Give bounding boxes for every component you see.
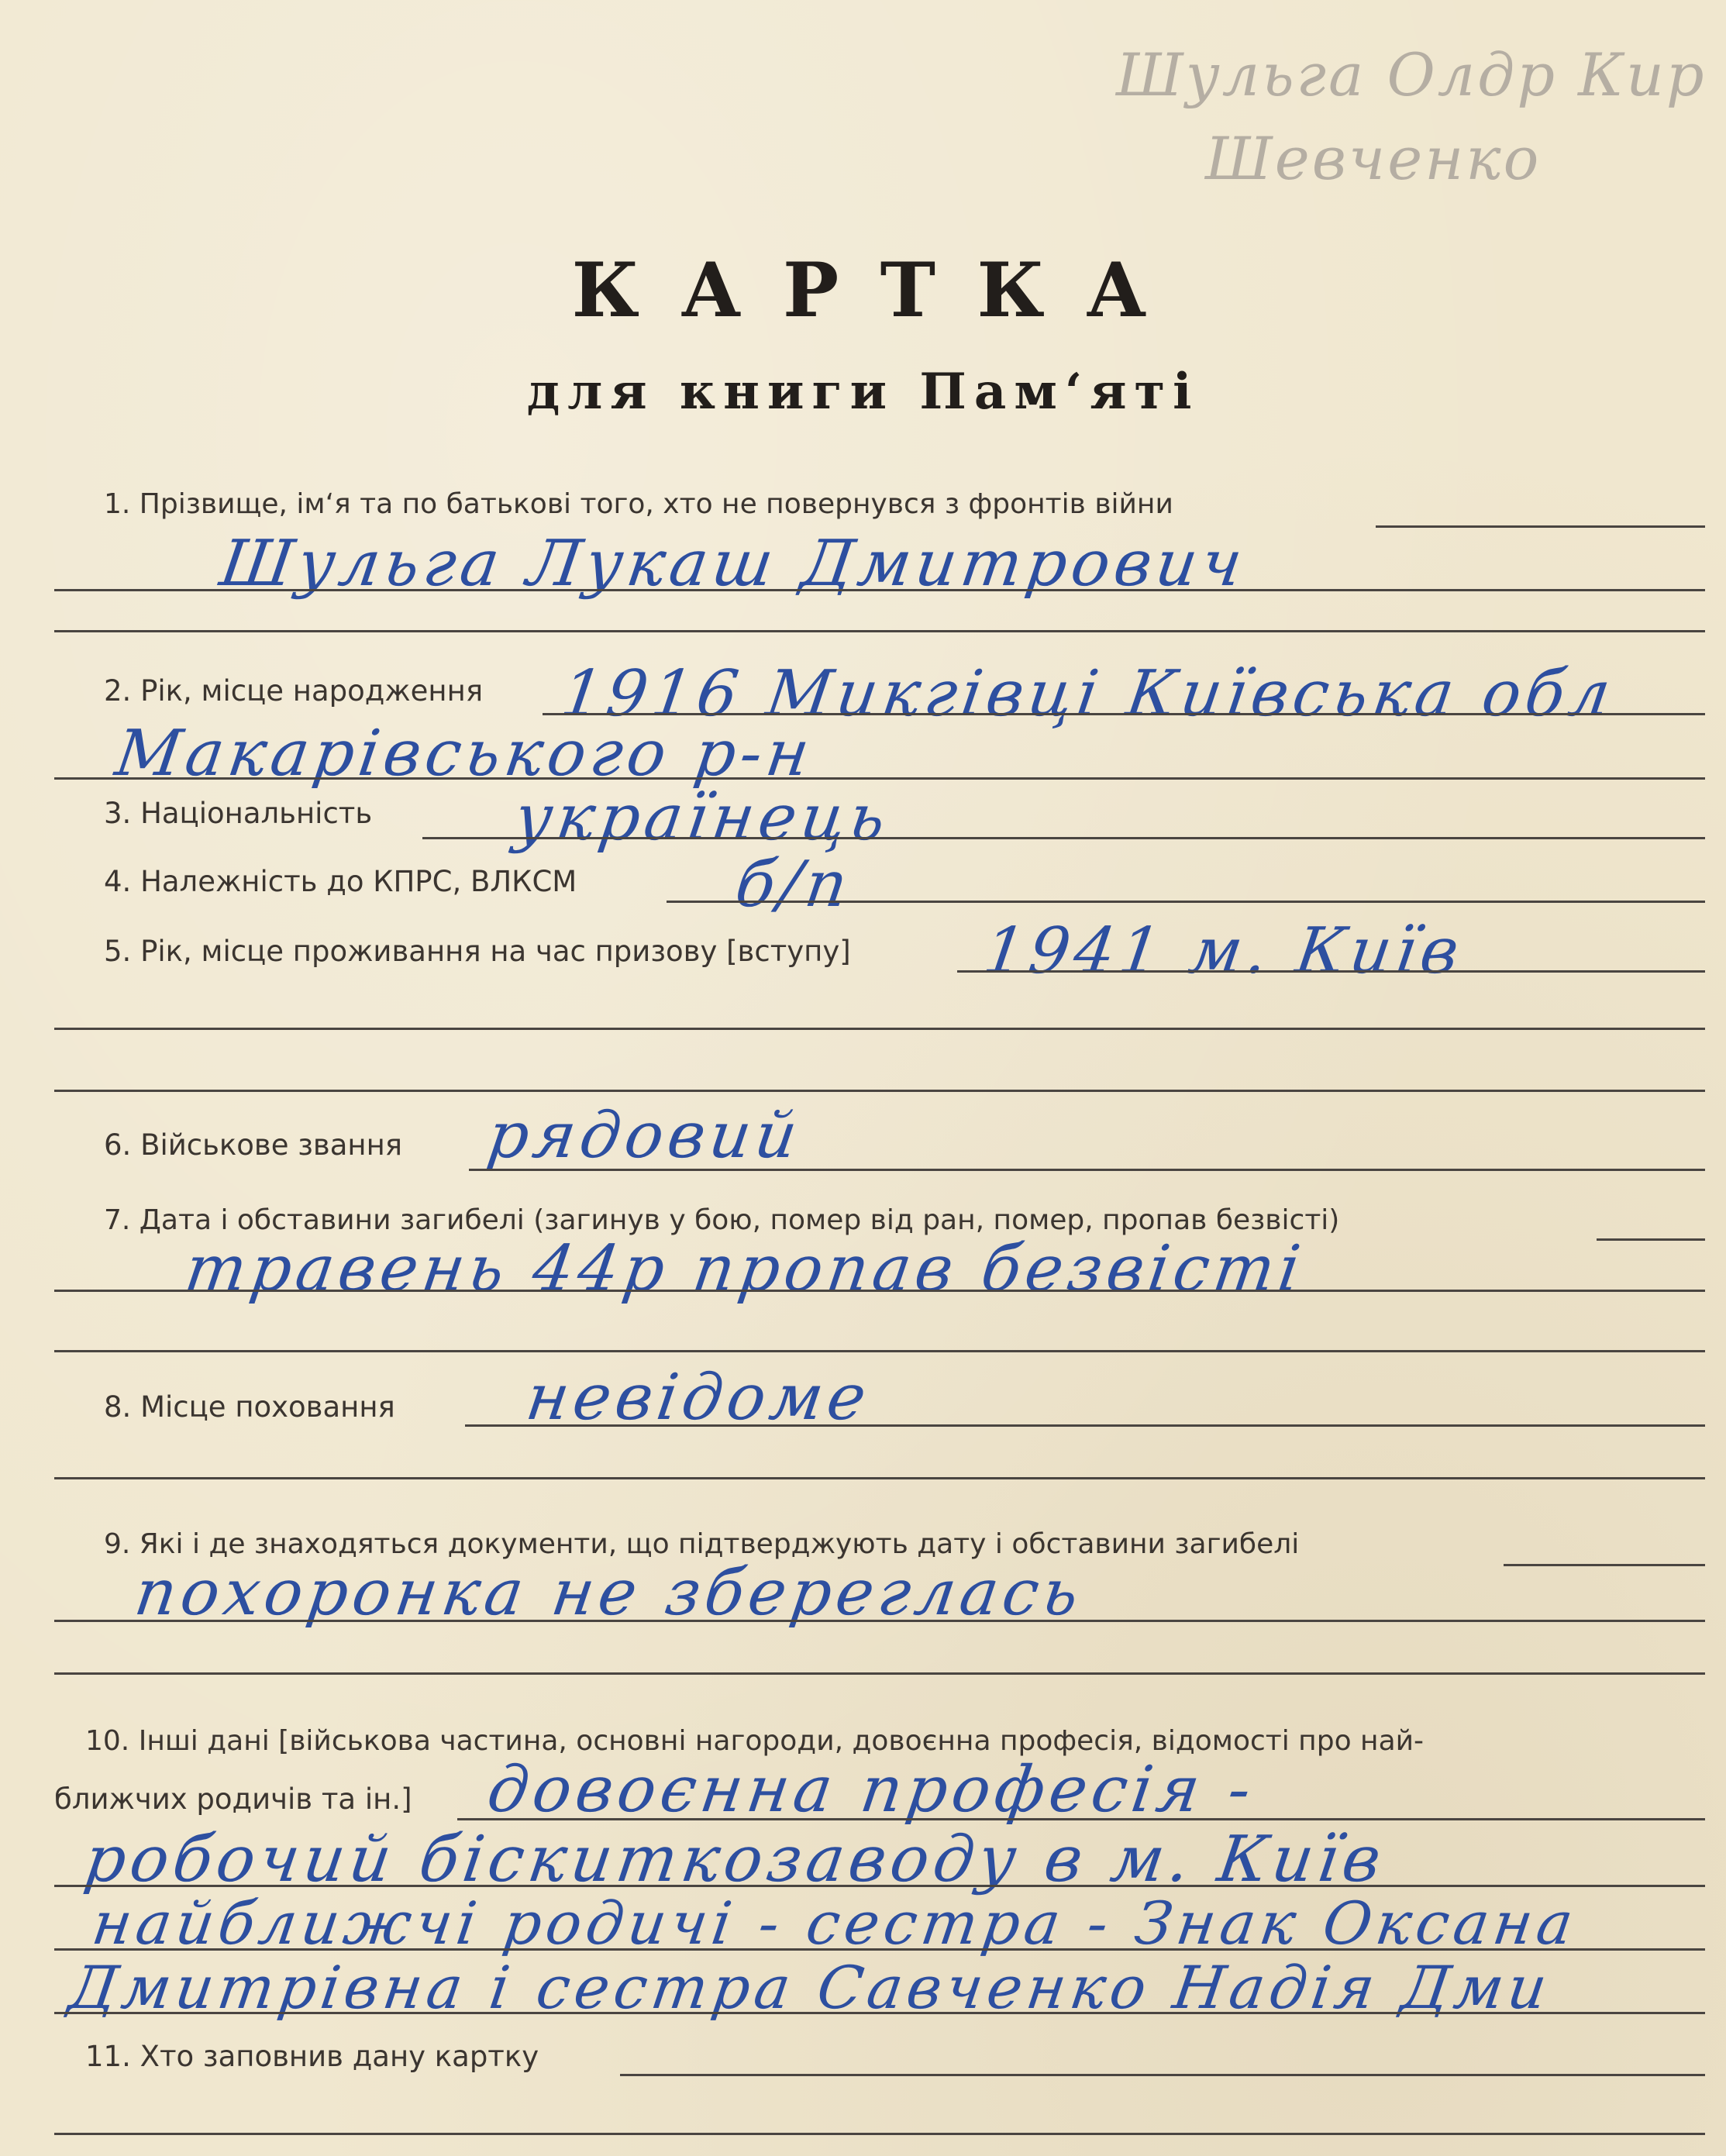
field-9-line-a (54, 1620, 1705, 1622)
field-2-value-1: 1916 Микгівці Київська обл (556, 657, 1620, 731)
field-7-line-tail (1597, 1238, 1705, 1241)
field-10-value-4: Дмитрівна і сестра Савченко Надія Дми (64, 1953, 1556, 2022)
field-2-line-b (54, 777, 1705, 780)
field-7-value: травень 44р пропав безвісті (181, 1232, 1310, 1306)
field-5-label: 5. Рік, місце проживання на час призову [вступу] (104, 935, 851, 968)
field-5-line (957, 970, 1705, 973)
field-3-label: 3. Національність (104, 797, 373, 830)
field-1-label: 1. Прізвище, ім‘я та по батькові того, хто не повернувся з фронтів війни (104, 488, 1173, 520)
field-3-value: українець (510, 781, 895, 855)
field-6-value: рядовий (483, 1099, 807, 1173)
field-7-line-b (54, 1350, 1705, 1352)
field-10-value-3: найближчі родичі - сестра - Знак Оксана (88, 1889, 1582, 1958)
field-10-label-2: ближчих родичів та ін.] (54, 1782, 412, 1816)
field-11-line-a (54, 2133, 1705, 2135)
field-9-label: 9. Які і де знаходяться документи, що підтверджують дату і обставини загибелі (104, 1528, 1300, 1560)
field-10-line-3 (54, 1948, 1705, 1951)
field-5-value: 1941 м. Київ (979, 914, 1468, 988)
field-10-label-1: 10. Інші дані [військова частина, основні нагороди, довоєнна професія, відомості про най- (85, 1725, 1425, 1757)
field-10-line-4 (54, 2012, 1705, 2014)
field-10-value-1: довоєнна професія - (483, 1753, 1260, 1827)
field-7-line-a (54, 1290, 1705, 1292)
field-9-line-b (54, 1672, 1705, 1675)
field-1-value: Шульга Лукаш Дмитрович (215, 527, 1252, 601)
field-8-line (465, 1424, 1705, 1427)
field-10-value-2: робочий біскиткозаводу в м. Київ (80, 1823, 1390, 1896)
field-1-line-b (54, 630, 1705, 632)
field-8-value: невідоме (522, 1361, 876, 1434)
field-1-line-a (54, 589, 1705, 591)
field-4-value: б/п (731, 848, 857, 921)
field-11-label: 11. Хто заповнив дану картку (85, 2040, 539, 2073)
pencil-note-line1: Шульга Олдр Кир (1116, 40, 1707, 109)
card-subtitle: для книги Пам‘яті (526, 363, 1200, 421)
field-5-line-b (54, 1090, 1705, 1092)
field-4-line (667, 901, 1705, 903)
field-3-line (422, 837, 1705, 839)
field-10-line-2 (54, 1885, 1705, 1887)
field-6-label: 6. Військове звання (104, 1128, 403, 1162)
field-7-label: 7. Дата і обставини загибелі (загинув у бою, помер від ран, помер, пропав безвісті) (104, 1204, 1340, 1236)
field-5-line-a (54, 1028, 1705, 1030)
field-2-value-2: Макарівського р-н (111, 717, 818, 790)
field-8-line-a (54, 1477, 1705, 1479)
card-title: К А Р Т К А (571, 246, 1155, 334)
field-8-label: 8. Місце поховання (104, 1390, 395, 1424)
field-10-line-1 (457, 1818, 1705, 1820)
pencil-note-line2: Шевченко (1205, 124, 1542, 193)
field-6-line (469, 1169, 1705, 1171)
field-4-label: 4. Належність до КПРС, ВЛКСМ (104, 865, 577, 898)
field-1-line-tail (1376, 525, 1705, 528)
field-11-line (620, 2074, 1705, 2076)
field-9-line-tail (1504, 1564, 1705, 1566)
field-9-value: похоронка не збереглась (130, 1556, 1088, 1630)
field-2-line-a (543, 713, 1705, 715)
field-2-label: 2. Рік, місце народження (104, 674, 484, 708)
